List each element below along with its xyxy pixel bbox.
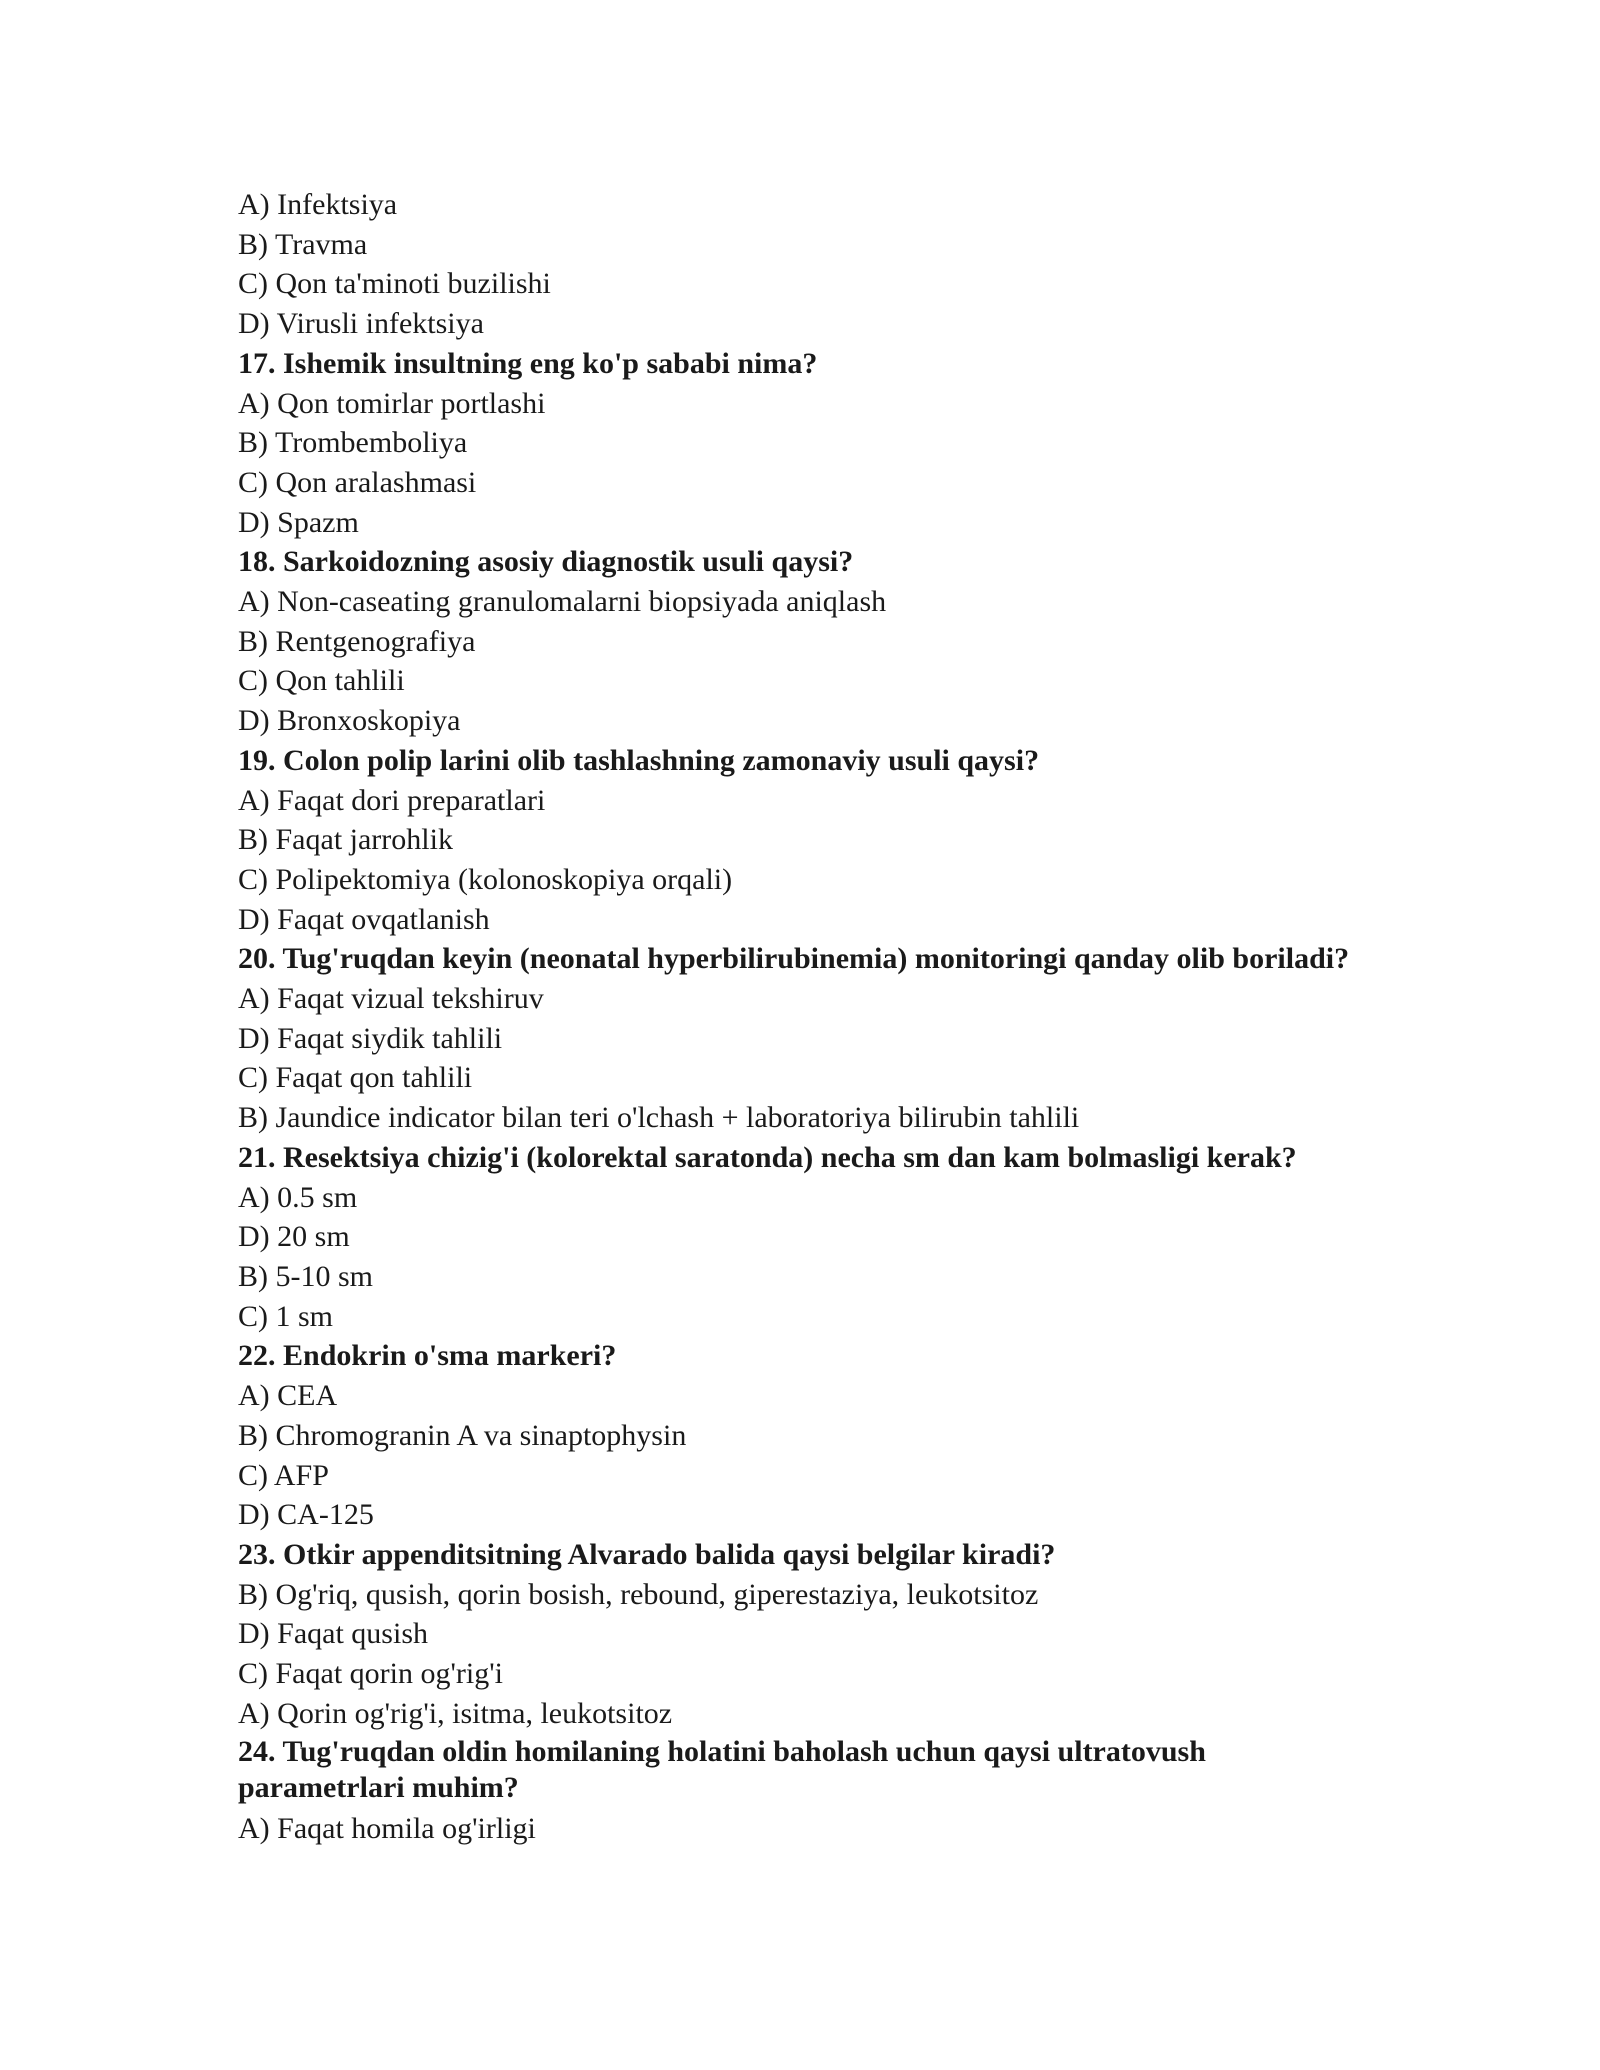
option-b: B) Jaundice indicator bilan teri o'lchash + laboratoriya bilirubin tahlili bbox=[238, 1101, 1080, 1135]
question-text: 18. Sarkoidozning asosiy diagnostik usuli qaysi? bbox=[238, 545, 854, 579]
option-b: B) Trombemboliya bbox=[238, 426, 468, 460]
question-text: 20. Tug'ruqdan keyin (neonatal hyperbilirubinemia) monitoringi qanday olib boriladi? bbox=[238, 942, 1350, 976]
option-a: A) 0.5 sm bbox=[238, 1180, 358, 1214]
question-text bbox=[238, 1734, 1418, 1806]
option-c: C) Polipektomiya (kolonoskopiya orqali) bbox=[238, 862, 733, 896]
question-block-18 bbox=[238, 542, 1418, 741]
option-a: A) Faqat homila og'irligi bbox=[238, 1812, 536, 1846]
option-c: C) Qon tahlili bbox=[238, 664, 405, 698]
option-a: A) Infektsiya bbox=[238, 188, 398, 221]
question-block-16 bbox=[238, 185, 1418, 344]
option-b: B) 5-10 sm bbox=[238, 1259, 373, 1293]
option-b: B) Rentgenografiya bbox=[238, 624, 476, 658]
option-b: B) Faqat jarrohlik bbox=[238, 823, 453, 857]
question-block-19 bbox=[238, 741, 1418, 940]
quiz-content bbox=[238, 185, 1418, 1849]
option-a: A) Qon tomirlar portlashi bbox=[238, 386, 546, 420]
option-d: D) Faqat qusish bbox=[238, 1617, 428, 1651]
option-c: C) Qon aralashmasi bbox=[238, 465, 477, 499]
option-a: A) Non-caseating granulomalarni biopsiyada aniqlash bbox=[238, 585, 887, 619]
option-b: B) Og'riq, qusish, qorin bosish, rebound, giperestaziya, leukotsitoz bbox=[238, 1577, 1039, 1611]
question-block-22 bbox=[238, 1336, 1418, 1535]
option-d: D) 20 sm bbox=[238, 1220, 350, 1254]
question-block-24 bbox=[238, 1734, 1418, 1848]
question-block-23 bbox=[238, 1535, 1418, 1734]
option-d: D) CA-125 bbox=[238, 1498, 374, 1532]
option-a: A) Qorin og'rig'i, isitma, leukotsitoz bbox=[238, 1696, 673, 1730]
option-d: D) Spazm bbox=[238, 505, 359, 539]
option-c: C) Faqat qorin og'rig'i bbox=[238, 1657, 503, 1691]
option-d: D) Faqat ovqatlanish bbox=[238, 902, 490, 936]
option-d: D) Faqat siydik tahlili bbox=[238, 1021, 503, 1055]
option-c: C) Faqat qon tahlili bbox=[238, 1061, 473, 1095]
question-text: 22. Endokrin o'sma markeri? bbox=[238, 1339, 617, 1373]
question-block-20 bbox=[238, 939, 1418, 1138]
option-b: B) Chromogranin A va sinaptophysin bbox=[238, 1418, 687, 1452]
question-text: 23. Otkir appenditsitning Alvarado balida qaysi belgilar kiradi? bbox=[238, 1537, 1056, 1571]
option-c: C) Qon ta'minoti buzilishi bbox=[238, 267, 551, 301]
option-c: C) AFP bbox=[238, 1458, 329, 1492]
option-a: A) Faqat dori preparatlari bbox=[238, 783, 546, 817]
option-b: B) Travma bbox=[238, 227, 368, 261]
question-block-21 bbox=[238, 1138, 1418, 1337]
option-d: D) Virusli infektsiya bbox=[238, 307, 484, 341]
question-block-17 bbox=[238, 344, 1418, 543]
question-text: 21. Resektsiya chizig'i (kolorektal saratonda) necha sm dan kam bolmasligi kerak? bbox=[238, 1140, 1297, 1174]
option-c: C) 1 sm bbox=[238, 1299, 334, 1333]
option-a: A) CEA bbox=[238, 1379, 338, 1413]
question-text: 17. Ishemik insultning eng ko'p sababi nima? bbox=[238, 346, 818, 380]
question-text-line-2: parametrlari muhim? bbox=[238, 1771, 519, 1805]
option-d: D) Bronxoskopiya bbox=[238, 704, 461, 738]
question-text-line-1: 24. Tug'ruqdan oldin homilaning holatini baholash uchun qaysi ultratovush bbox=[238, 1735, 1206, 1769]
option-a: A) Faqat vizual tekshiruv bbox=[238, 982, 544, 1016]
question-text: 19. Colon polip larini olib tashlashning zamonaviy usuli qaysi? bbox=[238, 743, 1040, 777]
